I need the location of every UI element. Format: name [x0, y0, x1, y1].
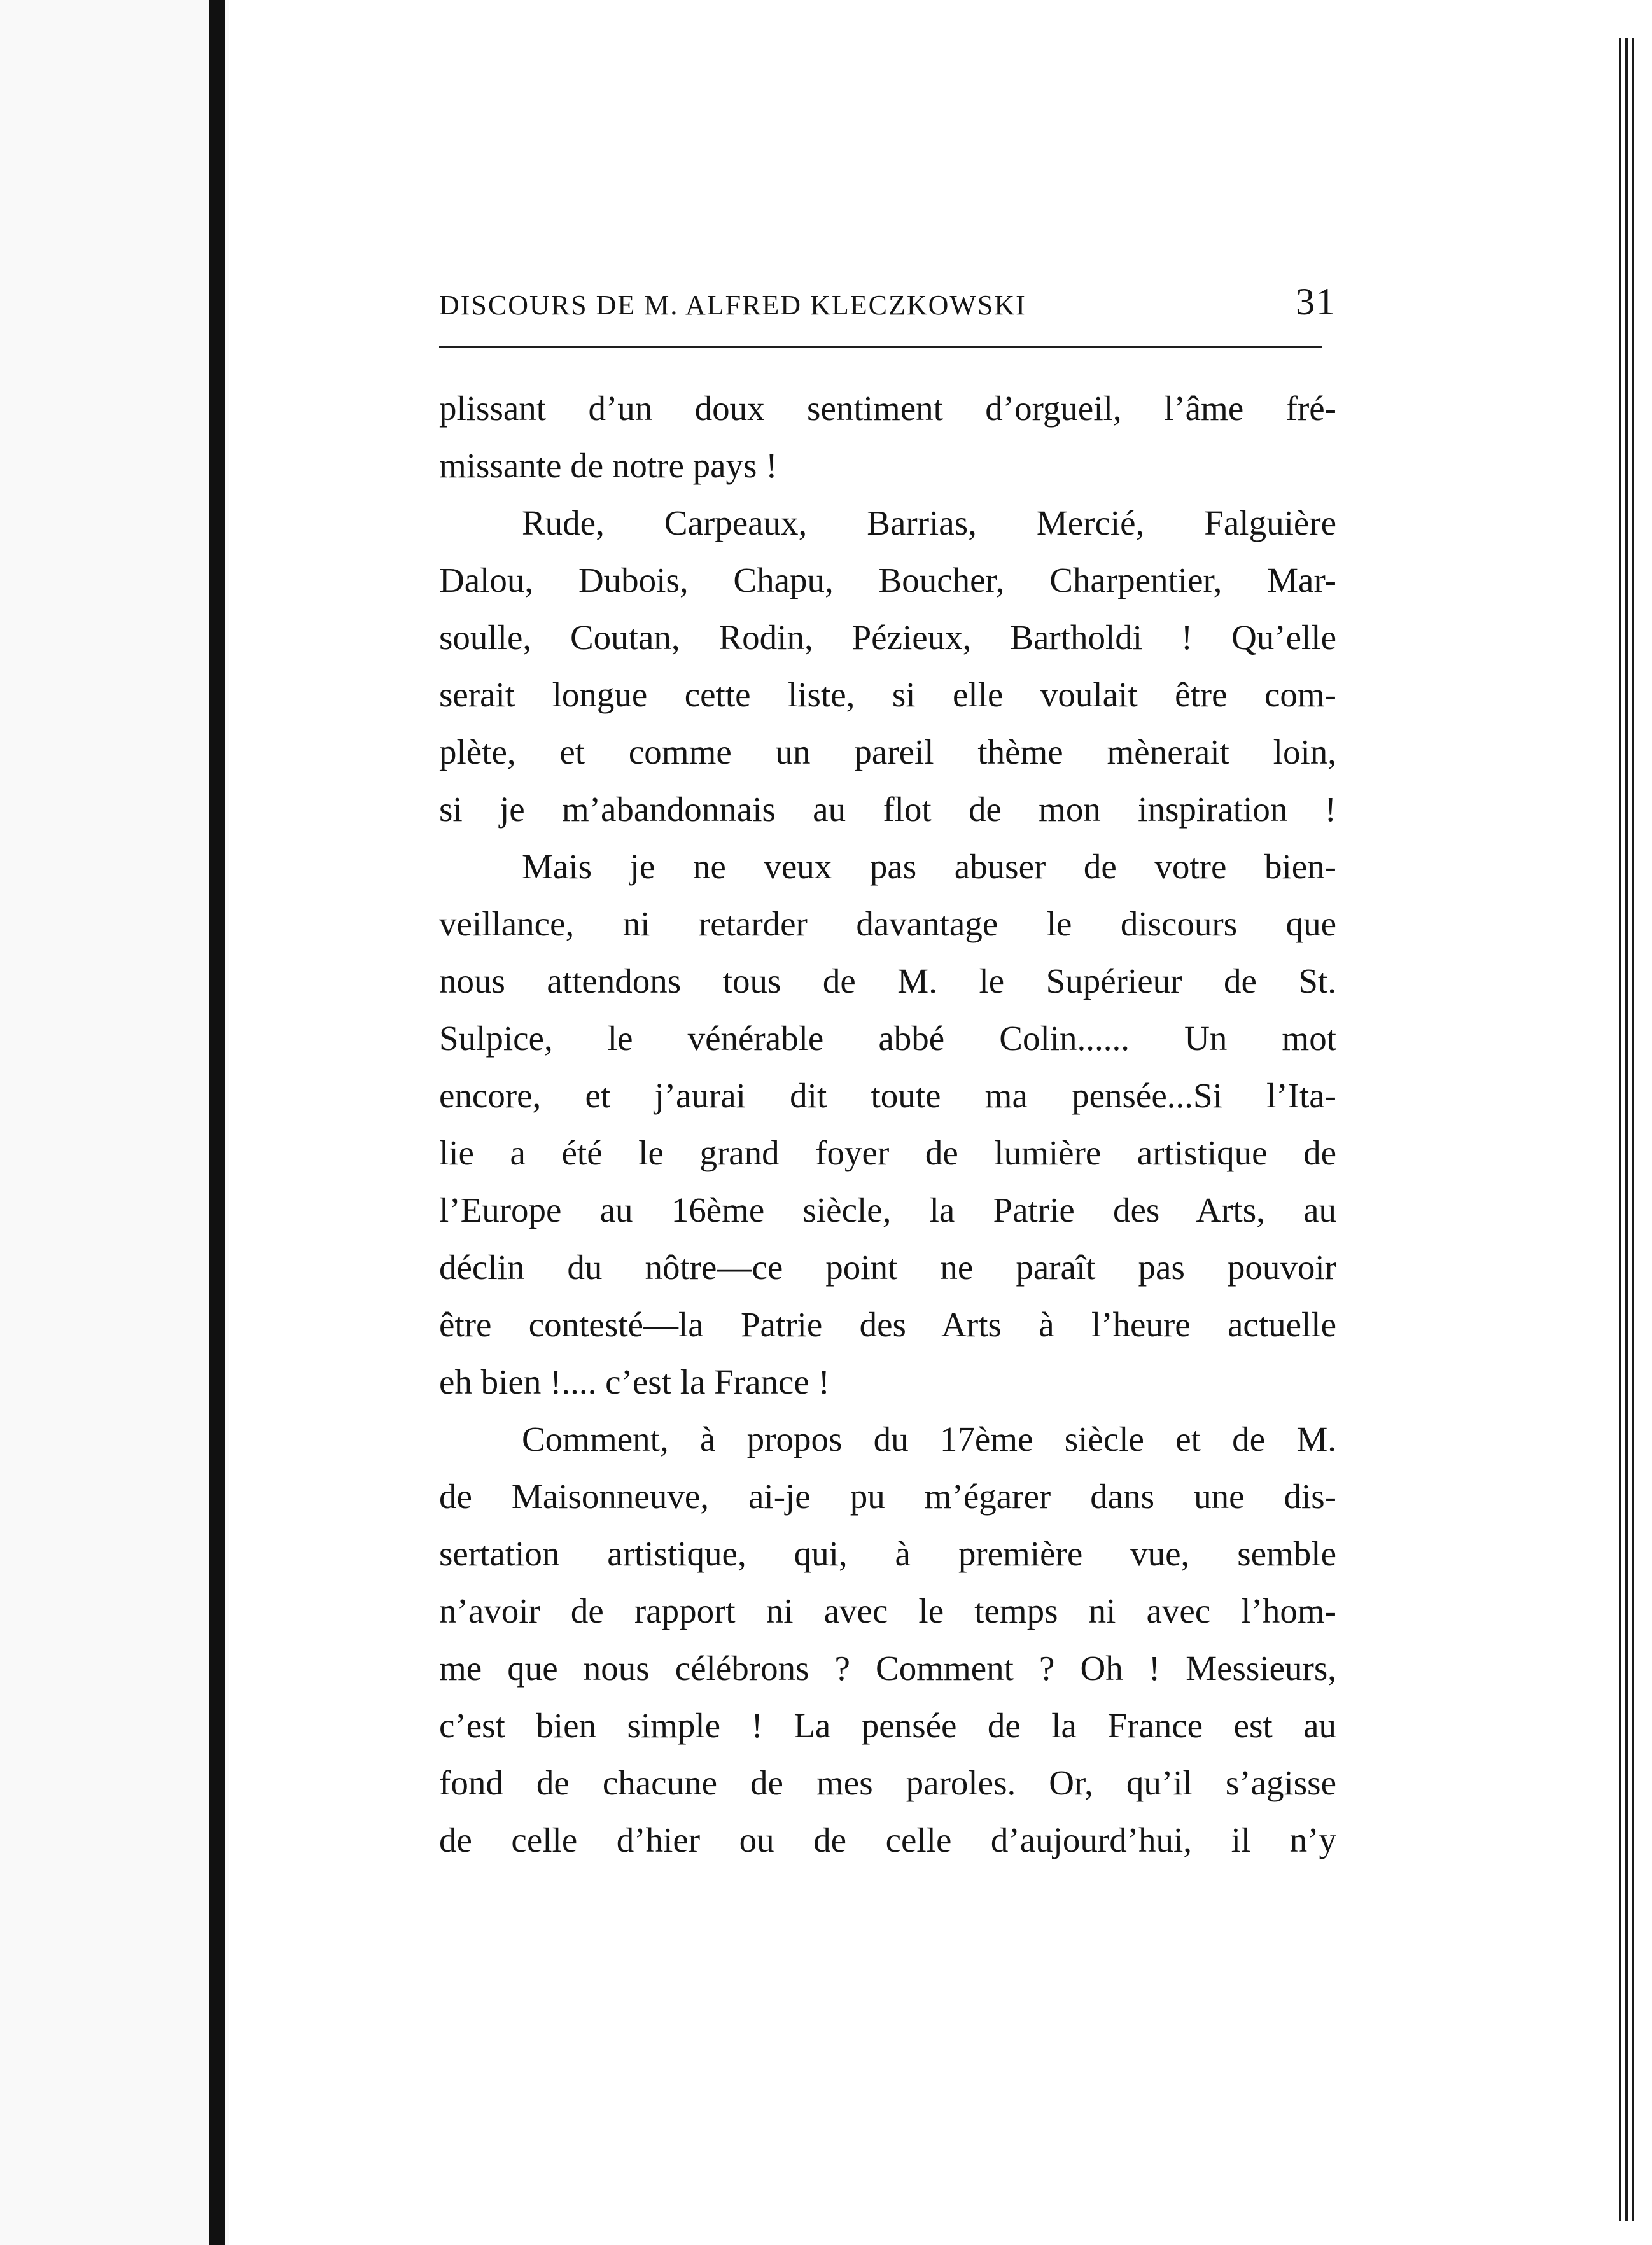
- page-edge: [1616, 0, 1652, 2245]
- text-line: plissant d’un doux sentiment d’orgueil, l’âme fré-: [439, 389, 1336, 428]
- paragraph-continued: [439, 380, 1336, 494]
- text-line: Rude, Carpeaux, Barrias, Mercié, Falguière: [522, 503, 1336, 542]
- text-line: nous attendons tous de M. le Supérieur de St.: [439, 962, 1336, 1000]
- text-line: Comment, à propos du 17ème siècle et de M.: [522, 1420, 1336, 1458]
- text-line: l’Europe au 16ème siècle, la Patrie des Arts, au: [439, 1191, 1336, 1229]
- header-rule: [439, 346, 1322, 348]
- text-line: être contesté—la Patrie des Arts à l’heure actuelle: [439, 1305, 1336, 1344]
- text-line: Mais je ne veux pas abuser de votre bien-: [522, 847, 1336, 886]
- text-line: soulle, Coutan, Rodin, Pézieux, Bartholdi ! Qu’elle: [439, 618, 1336, 657]
- text-line: n’avoir de rapport ni avec le temps ni avec l’hom-: [439, 1591, 1336, 1630]
- text-line: sertation artistique, qui, à première vue, semble: [439, 1534, 1336, 1573]
- book-page: [439, 280, 1336, 1869]
- running-head: [439, 280, 1336, 331]
- text-line: encore, et j’aurai dit toute ma pensée...Si l’Ita-: [439, 1076, 1336, 1115]
- book-gutter: [209, 0, 225, 2245]
- page-edge-line: [1619, 38, 1621, 2221]
- text-line: me que nous célébrons ? Comment ? Oh ! Messieurs,: [439, 1649, 1336, 1688]
- running-title: DISCOURS DE M. ALFRED KLECZKOWSKI: [439, 290, 1026, 321]
- text-line: lie a été le grand foyer de lumière artistique de: [439, 1133, 1336, 1172]
- facing-page-margin: [0, 0, 229, 2245]
- page-edge-line: [1625, 38, 1628, 2221]
- text-line: de celle d’hier ou de celle d’aujourd’hui, il n’y: [439, 1821, 1336, 1859]
- body-text: [439, 380, 1336, 1869]
- text-line: serait longue cette liste, si elle voulait être com-: [439, 675, 1336, 714]
- text-line: fond de chacune de mes paroles. Or, qu’il s’agisse: [439, 1763, 1336, 1802]
- paragraph-patrie-des-arts: [439, 838, 1336, 1411]
- text-line: missante de notre pays !: [439, 446, 778, 485]
- text-line: eh bien !.... c’est la France !: [439, 1362, 830, 1401]
- text-line: de Maisonneuve, ai-je pu m’égarer dans une dis-: [439, 1477, 1336, 1516]
- text-line: plète, et comme un pareil thème mènerait loin,: [439, 732, 1336, 771]
- text-line: si je m’abandonnais au flot de mon inspiration !: [439, 790, 1336, 829]
- paragraph-maisonneuve: [439, 1411, 1336, 1869]
- page-edge-line: [1632, 38, 1634, 2221]
- text-line: Sulpice, le vénérable abbé Colin...... Un mot: [439, 1019, 1336, 1058]
- page-number: 31: [1296, 281, 1336, 323]
- text-line: c’est bien simple ! La pensée de la France est au: [439, 1706, 1336, 1745]
- text-line: déclin du nôtre—ce point ne paraît pas pouvoir: [439, 1248, 1336, 1287]
- text-line: veillance, ni retarder davantage le discours que: [439, 904, 1336, 943]
- paragraph-sculptors: [439, 494, 1336, 838]
- text-line: Dalou, Dubois, Chapu, Boucher, Charpentier, Mar-: [439, 561, 1336, 599]
